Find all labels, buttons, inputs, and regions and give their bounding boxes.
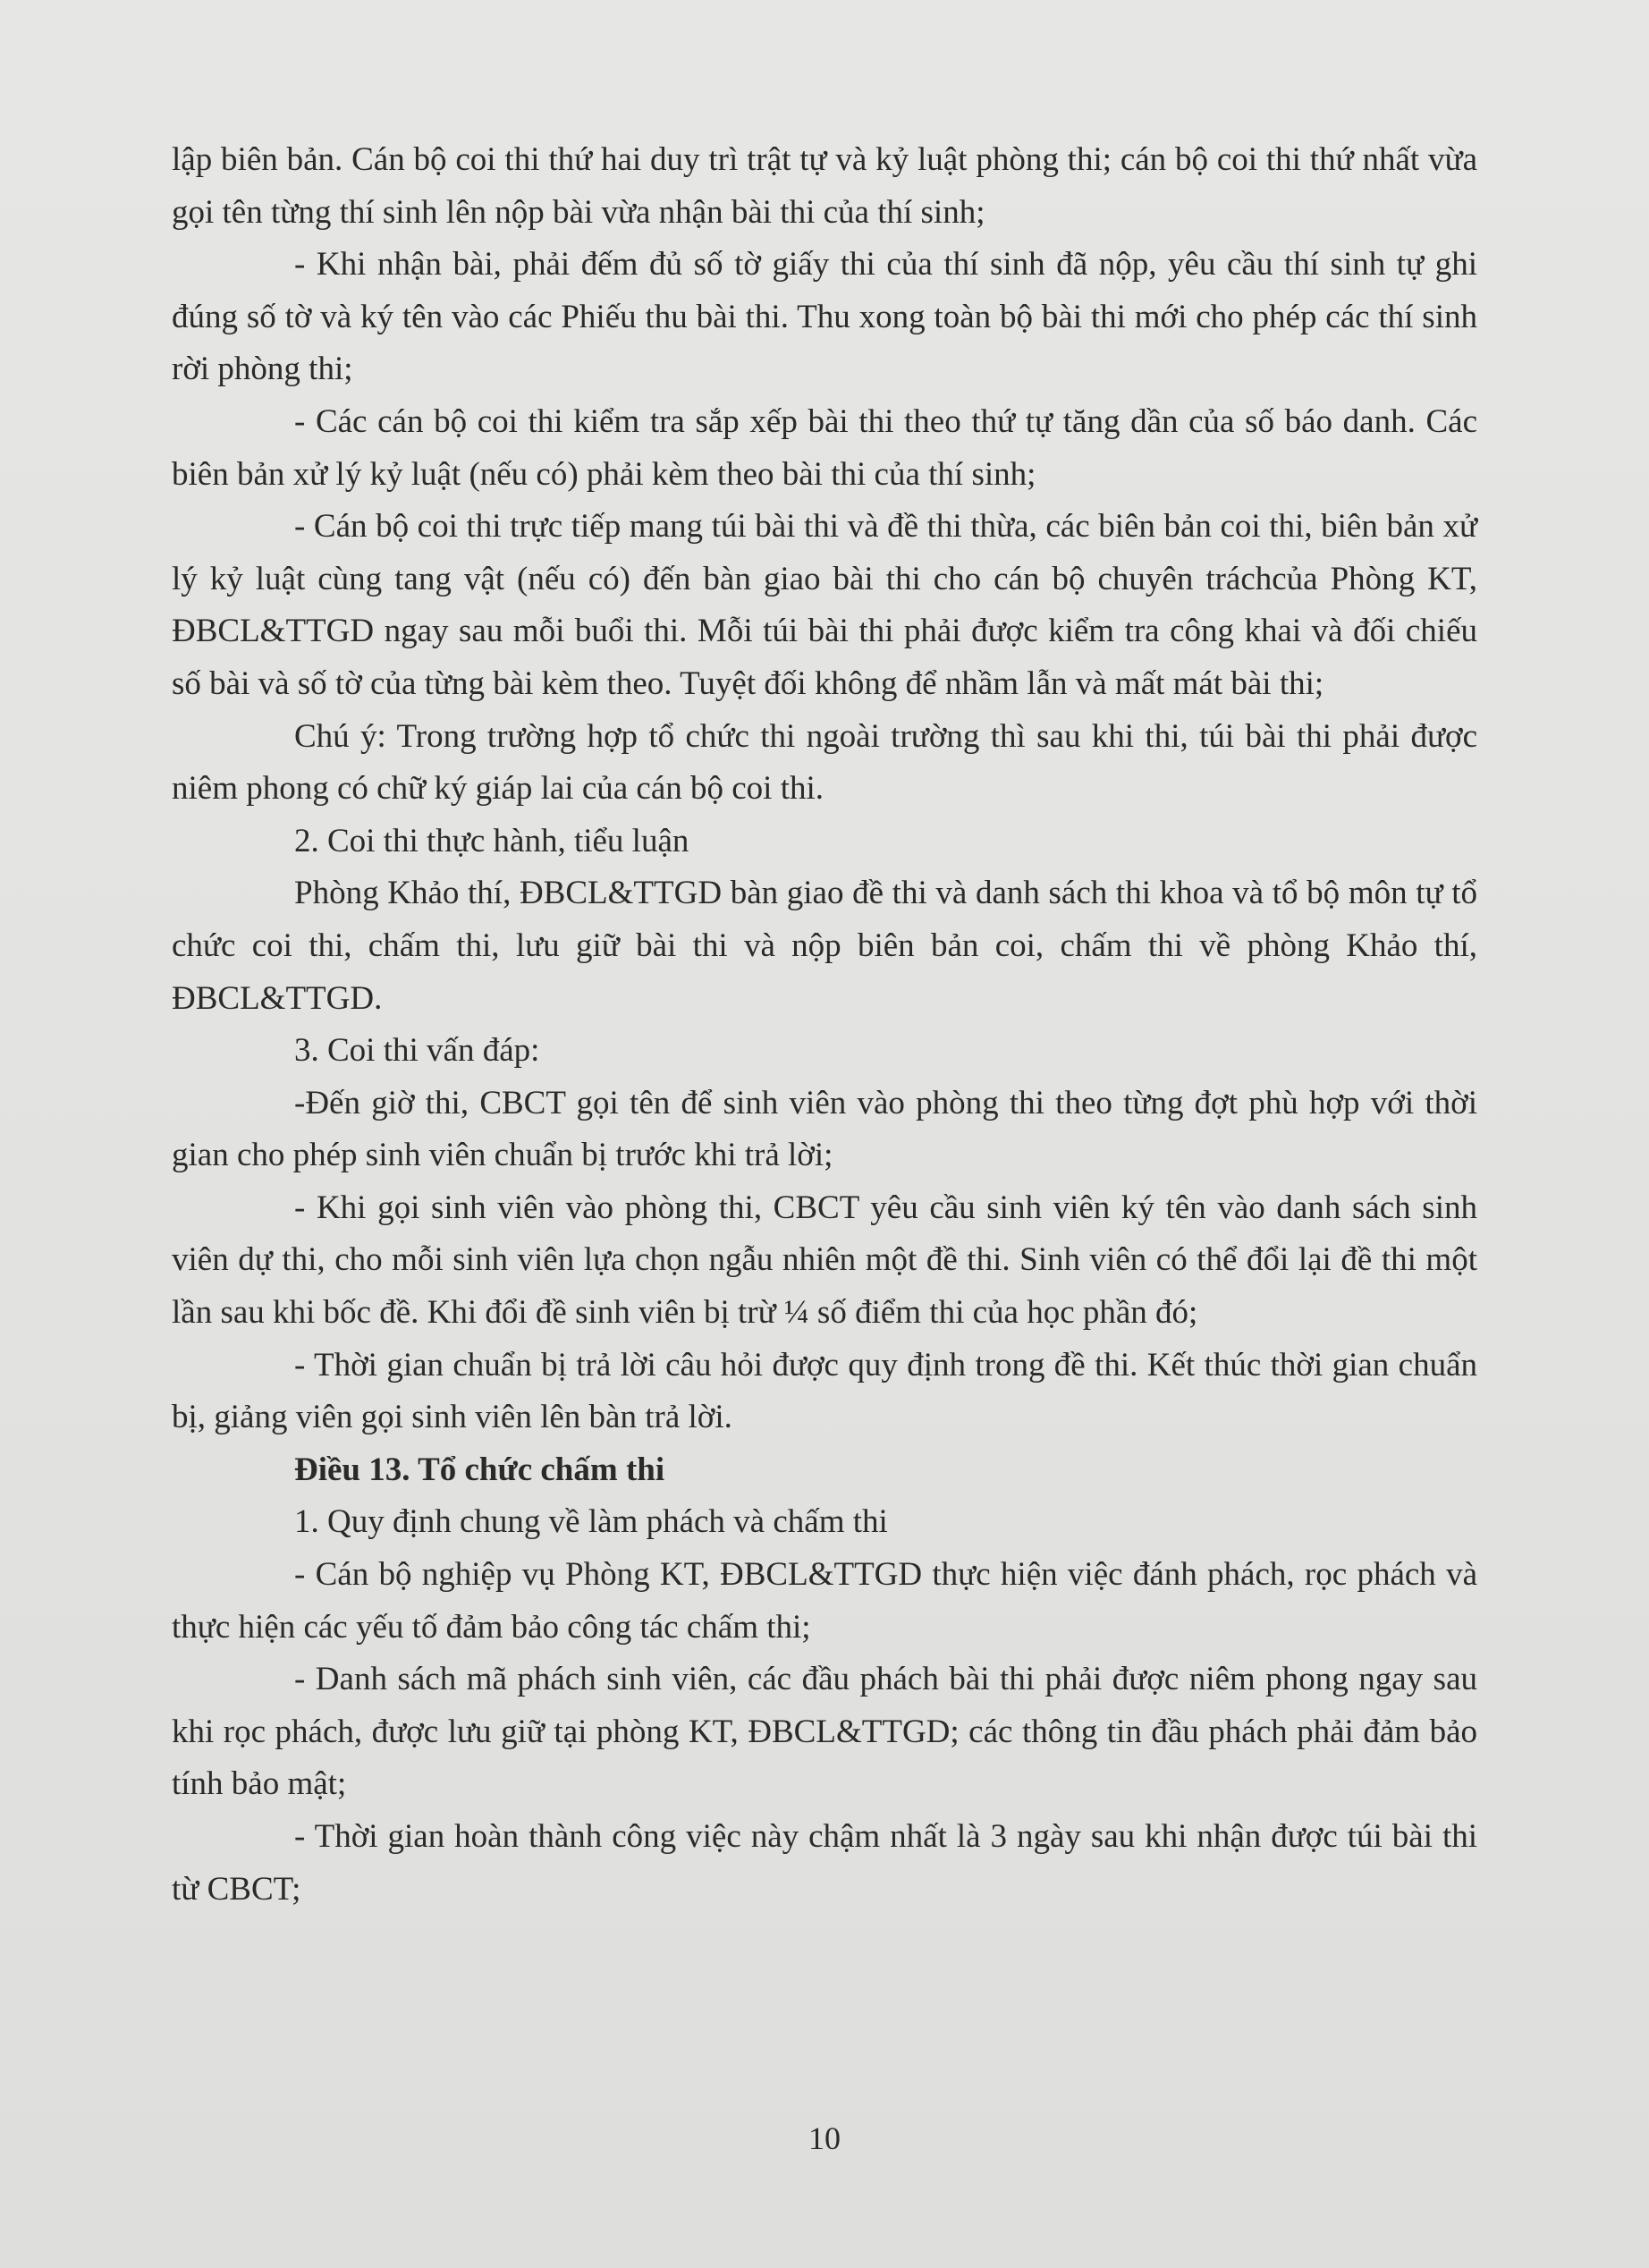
paragraph-7: Phòng Khảo thí, ĐBCL&TTGD bàn giao đề thi và danh sách thi khoa và tổ bộ môn tự tổ chức coi thi, chấm thi, lưu giữ bài thi và nộp biên bản coi, chấm thi về phòng Khảo thí, ĐBCL&TTGD. (172, 875, 1477, 1017)
page-number: 10 (808, 2120, 841, 2156)
paragraph-6: 2. Coi thi thực hành, tiểu luận (294, 822, 689, 859)
paragraph-5: Chú ý: Trong trường hợp tổ chức thi ngoài trường thì sau khi thi, túi bài thi phải được niêm phong có chữ ký giáp lai của cán bộ coi thi. (172, 717, 1477, 808)
paragraph-10: - Khi gọi sinh viên vào phòng thi, CBCT yêu cầu sinh viên ký tên vào danh sách sinh viên dự thi, cho mỗi sinh viên lựa chọn ngẫu nhiên một đề thi. Sinh viên có thể đổi lại đề thi một lần sau khi bốc đề. Khi đổi đề sinh viên bị trừ ¼ số điểm thi của học phần đó; (172, 1189, 1477, 1332)
paragraph-9: -Đến giờ thi, CBCT gọi tên để sinh viên vào phòng thi theo từng đợt phù hợp với thời gian cho phép sinh viên chuẩn bị trước khi trả lời; (172, 1084, 1477, 1174)
paragraph-16: - Thời gian hoàn thành công việc này chậm nhất là 3 ngày sau khi nhận được túi bài thi từ CBCT; (172, 1818, 1477, 1908)
paragraph-15: - Danh sách mã phách sinh viên, các đầu phách bài thi phải được niêm phong ngay sau khi rọc phách, được lưu giữ tại phòng KT, ĐBCL&TTGD; các thông tin đầu phách phải đảm bảo tính bảo mật; (172, 1661, 1477, 1803)
paragraph-3: - Các cán bộ coi thi kiểm tra sắp xếp bài thi theo thứ tự tăng dần của số báo danh. Các biên bản xử lý kỷ luật (nếu có) phải kèm theo bài thi của thí sinh; (172, 402, 1477, 493)
paragraph-1: lập biên bản. Cán bộ coi thi thứ hai duy trì trật tự và kỷ luật phòng thi; cán bộ coi thi thứ nhất vừa gọi tên từng thí sinh lên nộp bài vừa nhận bài thi của thí sinh; (172, 141, 1477, 231)
paragraph-8: 3. Coi thi vấn đáp: (294, 1032, 540, 1070)
document-body (172, 134, 1477, 1916)
paragraph-14: - Cán bộ nghiệp vụ Phòng KT, ĐBCL&TTGD thực hiện việc đánh phách, rọc phách và thực hiện các yếu tố đảm bảo công tác chấm thi; (172, 1556, 1477, 1646)
section-heading-article-13: Điều 13. Tổ chức chấm thi (294, 1451, 665, 1488)
paragraph-2: - Khi nhận bài, phải đếm đủ số tờ giấy thi của thí sinh đã nộp, yêu cầu thí sinh tự ghi đúng số tờ và ký tên vào các Phiếu thu bài thi. Thu xong toàn bộ bài thi mới cho phép các thí sinh rời phòng thi; (172, 246, 1477, 388)
paragraph-4: - Cán bộ coi thi trực tiếp mang túi bài thi và đề thi thừa, các biên bản coi thi, biên bản xử lý kỷ luật cùng tang vật (nếu có) đến bàn giao bài thi cho cán bộ chuyên tráchcủa Phòng KT, ĐBCL&TTGD ngay sau mỗi buổi thi. Mỗi túi bài thi phải được kiểm tra công khai và đối chiếu số bài và số tờ của từng bài kèm theo. Tuyệt đối không để nhầm lẫn và mất mát bài thi; (172, 508, 1477, 702)
paragraph-11: - Thời gian chuẩn bị trả lời câu hỏi được quy định trong đề thi. Kết thúc thời gian chuẩn bị, giảng viên gọi sinh viên lên bàn trả lời. (172, 1346, 1477, 1436)
paragraph-13: 1. Quy định chung về làm phách và chấm thi (294, 1503, 888, 1541)
